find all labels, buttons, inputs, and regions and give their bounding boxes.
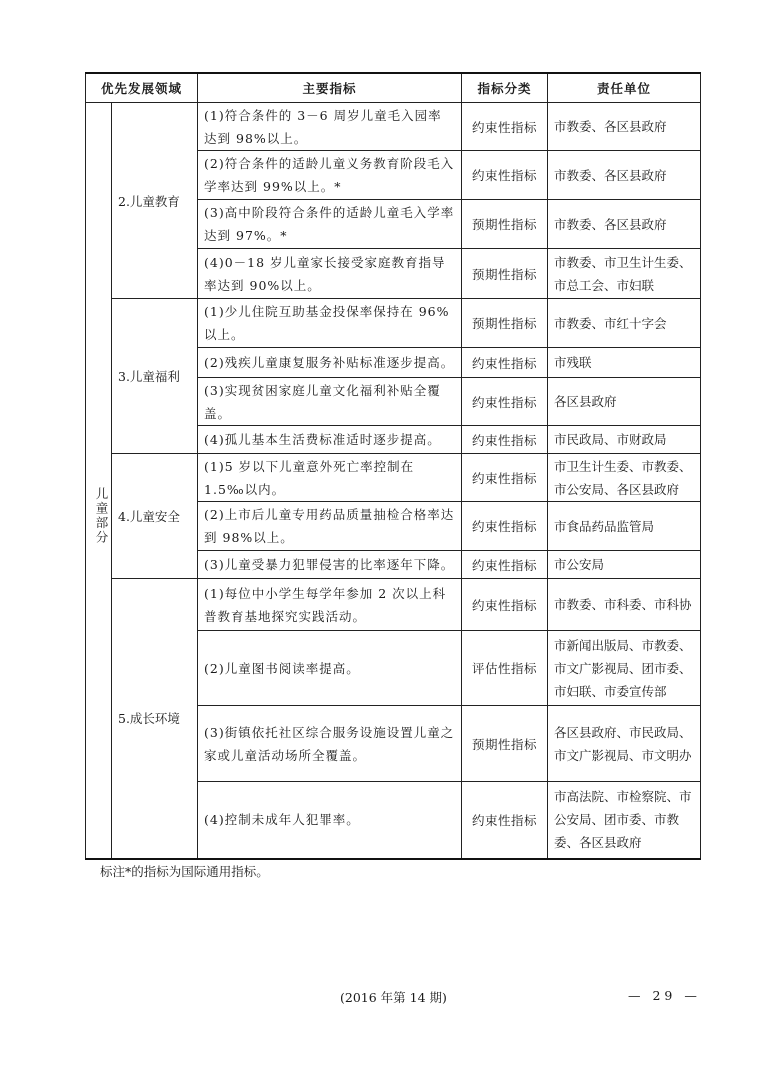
indicator-cell: (2)儿童图书阅读率提高。: [198, 631, 462, 706]
field-name: 3.儿童福利: [112, 299, 198, 454]
indicator-cell: (4)控制未成年人犯罪率。: [198, 782, 462, 859]
category-cell: 约束性指标: [462, 103, 548, 151]
unit-cell: 市残联: [548, 348, 701, 378]
indicator-cell: (4)0－18 岁儿童家长接受家庭教育指导率达到 90%以上。: [198, 249, 462, 299]
indicator-cell: (3)实现贫困家庭儿童文化福利补贴全覆盖。: [198, 378, 462, 426]
category-cell: 约束性指标: [462, 551, 548, 579]
category-cell: 约束性指标: [462, 502, 548, 551]
indicator-cell: (1)符合条件的 3－6 周岁儿童毛入园率达到 98%以上。: [198, 103, 462, 151]
unit-cell: 市教委、市科委、市科协: [548, 579, 701, 631]
category-cell: 约束性指标: [462, 378, 548, 426]
indicator-cell: (3)街镇依托社区综合服务设施设置儿童之家或儿童活动场所全覆盖。: [198, 706, 462, 782]
indicator-cell: (1)每位中小学生每学年参加 2 次以上科普教育基地探究实践活动。: [198, 579, 462, 631]
part-label: 儿童部分: [94, 487, 109, 545]
category-cell: 预期性指标: [462, 249, 548, 299]
table-header-row: [86, 73, 701, 103]
category-cell: 预期性指标: [462, 200, 548, 249]
category-cell: 约束性指标: [462, 151, 548, 200]
field-name: 4.儿童安全: [112, 454, 198, 579]
unit-cell: 市高法院、市检察院、市公安局、团市委、市教委、各区县政府: [548, 782, 701, 859]
unit-cell: 各区县政府: [548, 378, 701, 426]
indicator-cell: (1)5 岁以下儿童意外死亡率控制在 1.5‰以内。: [198, 454, 462, 502]
indicator-cell: (3)高中阶段符合条件的适龄儿童毛入学率达到 97%。*: [198, 200, 462, 249]
category-cell: 约束性指标: [462, 782, 548, 859]
table-row: [86, 103, 701, 151]
part-cell-bottom: [86, 579, 112, 859]
issue-label: (2016 年第 14 期): [340, 990, 447, 1005]
unit-cell: 市教委、各区县政府: [548, 200, 701, 249]
table-row: [86, 299, 701, 348]
unit-cell: 市教委、市卫生计生委、市总工会、市妇联: [548, 249, 701, 299]
category-cell: 预期性指标: [462, 299, 548, 348]
unit-cell: 市民政局、市财政局: [548, 426, 701, 454]
table-row: [86, 454, 701, 502]
table-row: [86, 579, 701, 631]
category-cell: 约束性指标: [462, 348, 548, 378]
indicator-cell: (4)孤儿基本生活费标准适时逐步提高。: [198, 426, 462, 454]
category-cell: 预期性指标: [462, 706, 548, 782]
indicator-table: [85, 72, 701, 860]
indicator-cell: (2)残疾儿童康复服务补贴标准逐步提高。: [198, 348, 462, 378]
page-number: — 29 —: [628, 988, 701, 1003]
unit-cell: 市教委、各区县政府: [548, 103, 701, 151]
unit-cell: 市卫生计生委、市教委、市公安局、各区县政府: [548, 454, 701, 502]
indicator-cell: (1)少儿住院互助基金投保率保持在 96%以上。: [198, 299, 462, 348]
category-cell: 评估性指标: [462, 631, 548, 706]
part-cell: [86, 454, 112, 579]
header-field: 优先发展领域: [86, 73, 198, 103]
unit-cell: 各区县政府、市民政局、市文广影视局、市文明办: [548, 706, 701, 782]
category-cell: 约束性指标: [462, 454, 548, 502]
category-cell: 约束性指标: [462, 426, 548, 454]
part-cell-top: [86, 103, 112, 299]
indicator-cell: (3)儿童受暴力犯罪侵害的比率逐年下降。: [198, 551, 462, 579]
part-cell-upper: [86, 299, 112, 454]
indicator-cell: (2)符合条件的适龄儿童义务教育阶段毛入学率达到 99%以上。*: [198, 151, 462, 200]
unit-cell: 市教委、市红十字会: [548, 299, 701, 348]
unit-cell: 市食品药品监管局: [548, 502, 701, 551]
unit-cell: 市公安局: [548, 551, 701, 579]
table-note: 标注*的指标为国际通用指标。: [100, 864, 269, 879]
field-name: 5.成长环境: [112, 579, 198, 859]
category-cell: 约束性指标: [462, 579, 548, 631]
header-indicator: 主要指标: [198, 73, 462, 103]
unit-cell: 市新闻出版局、市教委、市文广影视局、团市委、市妇联、市委宣传部: [548, 631, 701, 706]
header-category: 指标分类: [462, 73, 548, 103]
unit-cell: 市教委、各区县政府: [548, 151, 701, 200]
header-unit: 责任单位: [548, 73, 701, 103]
indicator-cell: (2)上市后儿童专用药品质量抽检合格率达到 98%以上。: [198, 502, 462, 551]
field-name: 2.儿童教育: [112, 103, 198, 299]
